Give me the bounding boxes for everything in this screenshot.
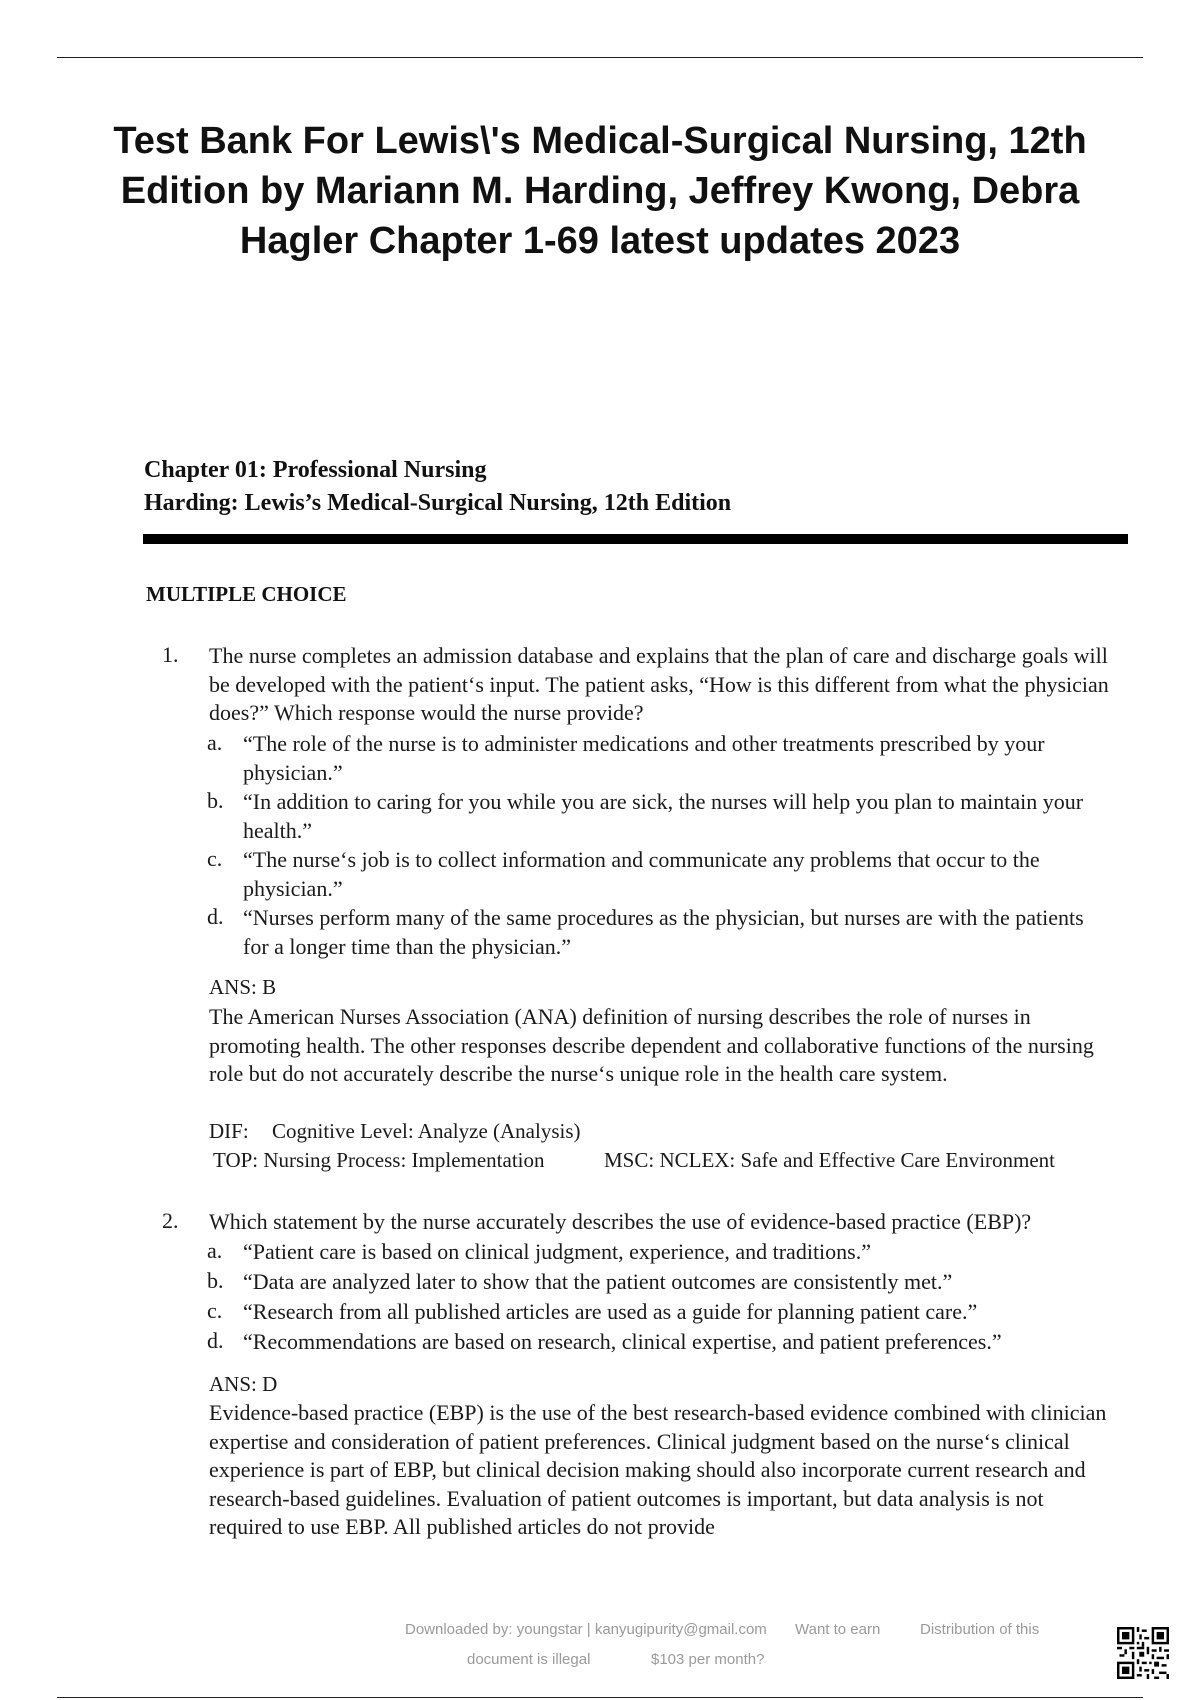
option-letter: c. (207, 1298, 223, 1323)
section-heading: MULTIPLE CHOICE (146, 582, 347, 606)
chapter-line: Chapter 01: Professional Nursing (144, 457, 487, 483)
option-text: “The nurse‘s job is to collect information and communicate any problems that occur to the physician.” (243, 847, 1040, 901)
chapter-heading (144, 454, 731, 520)
msc-tag: MSC: NCLEX: Safe and Effective Care Environment (604, 1148, 1056, 1172)
option-text: “Nurses perform many of the same procedures as the physician, but nurses are with the patients for a longer time than the physician.” (243, 905, 1084, 959)
answer-key: ANS: B (209, 975, 277, 999)
option-text: “Data are analyzed later to show that the patient outcomes are consistently met.” (243, 1269, 953, 1294)
question-number: 2. (162, 1208, 179, 1233)
qr-code-icon (1117, 1627, 1169, 1679)
footer-distribution-1: Distribution of this (920, 1621, 1040, 1638)
option-letter: a. (207, 730, 223, 755)
answer-key: ANS: D (209, 1372, 278, 1396)
question-text: The nurse completes an admission database and explains that the plan of care and discharge goals will be developed with the patient‘s input. The patient asks, “How is this different from what the physician does?” Which response would the nurse provide? (209, 643, 1109, 725)
option-text: “The role of the nurse is to administer medications and other treatments prescribed by your physician.” (243, 731, 1045, 785)
dif-value: Cognitive Level: Analyze (Analysis) (272, 1119, 581, 1143)
footer-downloaded-by: Downloaded by: youngstar | kanyugipurity@gmail.com (405, 1621, 767, 1638)
dif-label: DIF: (209, 1119, 249, 1143)
rationale-text: Evidence-based practice (EBP) is the use of the best research-based evidence combined with clinician expertise and consideration of patient preferences. Clinical judgment based on the nurse‘s clinical experience is part of EBP, but clinical decision making should also incorporate current research and research-based guidelines. Evaluation of patient outcomes is important, but data analysis is not required to use EBP. All published articles do not provide (209, 1400, 1107, 1539)
option-text: “In addition to caring for you while you are sick, the nurses will help you plan to maintain your health.” (243, 789, 1084, 843)
rationale-text: The American Nurses Association (ANA) definition of nursing describes the role of nurses in promoting health. The other responses describe dependent and collaborative functions of the nursing role but do not accurately describe the nurse‘s unique role in the health care system. (209, 1004, 1094, 1086)
option-letter: b. (207, 1268, 224, 1293)
option-letter: c. (207, 846, 223, 871)
topic-tag: TOP: Nursing Process: Implementation (213, 1148, 545, 1172)
option-letter: d. (207, 904, 224, 929)
bottom-rule (57, 1697, 1143, 1698)
section-divider (143, 534, 1128, 544)
option-text: “Patient care is based on clinical judgment, experience, and traditions.” (243, 1239, 871, 1264)
option-letter: d. (207, 1328, 224, 1353)
question-text: Which statement by the nurse accurately describes the use of evidence-based practice (EBP)? (209, 1209, 1032, 1234)
option-text: “Research from all published articles are used as a guide for planning patient care.” (243, 1299, 978, 1324)
question-number: 1. (162, 642, 179, 667)
option-letter: b. (207, 788, 224, 813)
book-line: Harding: Lewis’s Medical-Surgical Nursing, 12th Edition (144, 490, 732, 516)
document-title: Test Bank For Lewis\'s Medical-Surgical Nursing, 12th Edition by Mariann M. Harding, Jeffrey Kwong, Debra Hagler Chapter 1-69 latest updates 2023 (113, 120, 1087, 262)
option-text: “Recommendations are based on research, clinical expertise, and patient preferences.” (243, 1329, 1002, 1354)
footer-want-to-earn: Want to earn (795, 1621, 881, 1638)
footer-earn-amount: $103 per month? (651, 1651, 765, 1668)
option-letter: a. (207, 1238, 223, 1263)
top-rule (57, 57, 1143, 58)
footer-distribution-2: document is illegal (467, 1651, 591, 1668)
